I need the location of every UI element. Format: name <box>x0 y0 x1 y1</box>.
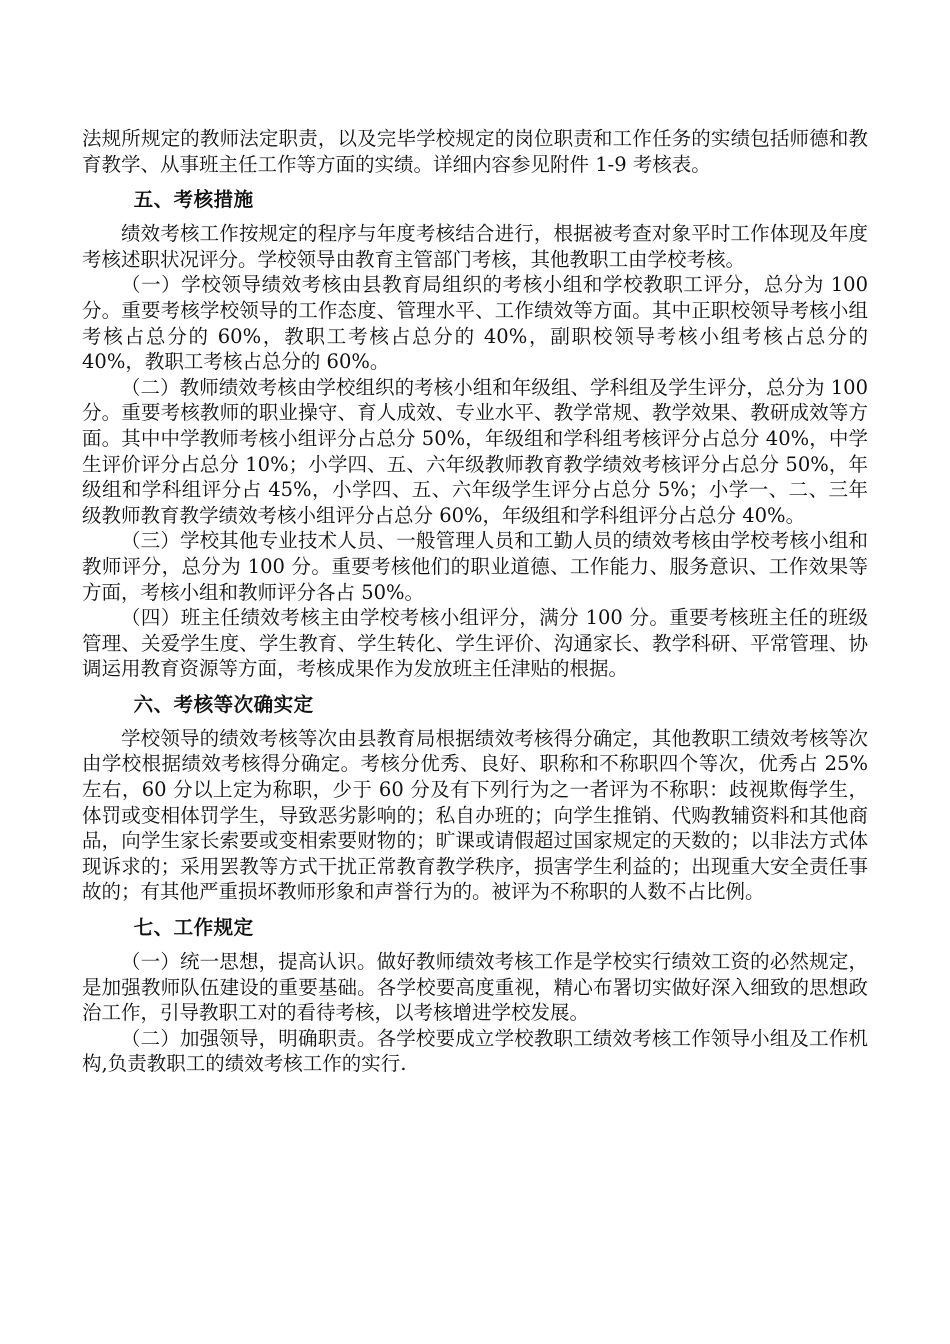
paragraph-7-1: （一）统一思想，提高认识。做好教师绩效考核工作是学校实行绩效工资的必然规定，是加强教师队伍建设的重要基础。各学校要高度重视，精心布署切实做好深入细致的思想政治工作，引导教职工对的看待考核，以考核增进学校发展。 <box>82 950 868 1025</box>
paragraph-5-1: （一）学校领导绩效考核由县教育局组织的考核小组和学校教职工评分，总分为 100 分。重要考核学校领导的工作态度、管理水平、工作绩效等方面。其中正职校领导考核小组考核占总分的 60%，教职工考核占总分的 40%，副职校领导考核小组考核占总分的 40%，教职工考核占总分的 60%。 <box>82 273 868 374</box>
paragraph-7-2: （二）加强领导，明确职责。各学校要成立学校教职工绩效考核工作领导小组及工作机构,负责教职工的绩效考核工作的实行. <box>82 1026 868 1076</box>
section-heading-7: 七、工作规定 <box>133 916 254 940</box>
paragraph-6: 学校领导的绩效考核等次由县教育局根据绩效考核得分确定，其他教职工绩效考核等次由学校根据绩效考核得分确定。考核分优秀、良好、职称和不称职四个等次，优秀占 25%左右，60 分以上定为称职，少于 60 分及有下列行为之一者评为不称职：歧视欺侮学生，体罚或变相体罚学生，导致恶劣影响的；私自办班的；向学生推销、代购教辅资料和其他商品，向学生家长索要或变相索要财物的；旷课或请假超过国家规定的天数的；以非法方式体现诉求的；采用罢教等方式干扰正常教育教学秩序，损害学生利益的；出现重大安全责任事故的；有其他严重损坏教师形象和声誉行为的。被评为不称职的人数不占比例。 <box>82 726 868 904</box>
section-heading-6: 六、考核等次确实定 <box>133 692 314 716</box>
paragraph-5-3: （三）学校其他专业技术人员、一般管理人员和工勤人员的绩效考核由学校考核小组和教师评分，总分为 100 分。重要考核他们的职业道德、工作能力、服务意识、工作效果等方面，考核小组和教师评分各占 50%。 <box>82 529 868 604</box>
paragraph-intro: 法规所规定的教师法定职责，以及完毕学校规定的岗位职责和工作任务的实绩包括师德和教育教学、从事班主任工作等方面的实绩。详细内容参见附件 1-9 考核表。 <box>82 127 868 176</box>
paragraph-5-intro: 绩效考核工作按规定的程序与年度考核结合进行，根据被考查对象平时工作体现及年度考核述职状况评分。学校领导由教育主管部门考核，其他教职工由学校考核。 <box>82 222 868 271</box>
section-heading-5: 五、考核措施 <box>133 188 254 212</box>
paragraph-5-2: （二）教师绩效考核由学校组织的考核小组和年级组、学科组及学生评分，总分为 100 分。重要考核教师的职业操守、育人成效、专业水平、教学常规、教学效果、教研成效等方面。其中中学教师考核小组评分占总分 50%，年级组和学科组考核评分占总分 40%，中学生评价评分占总分 10%；小学四、五、六年级教师教育教学绩效考核评分占总分 50%，年级组和学科组评分占 45%，小学四、五、六年级学生评分占总分 5%；小学一、二、三年级教师教育教学绩效考核小组评分占总分 60%，年级组和学科组评分占总分 40%。 <box>82 375 868 527</box>
paragraph-5-4: （四）班主任绩效考核主由学校考核小组评分，满分 100 分。重要考核班主任的班级管理、关爱学生度、学生教育、学生转化、学生评价、沟通家长、教学科研、平常管理、协调运用教育资源等方面，考核成果作为发放班主任津贴的根据。 <box>82 606 868 681</box>
